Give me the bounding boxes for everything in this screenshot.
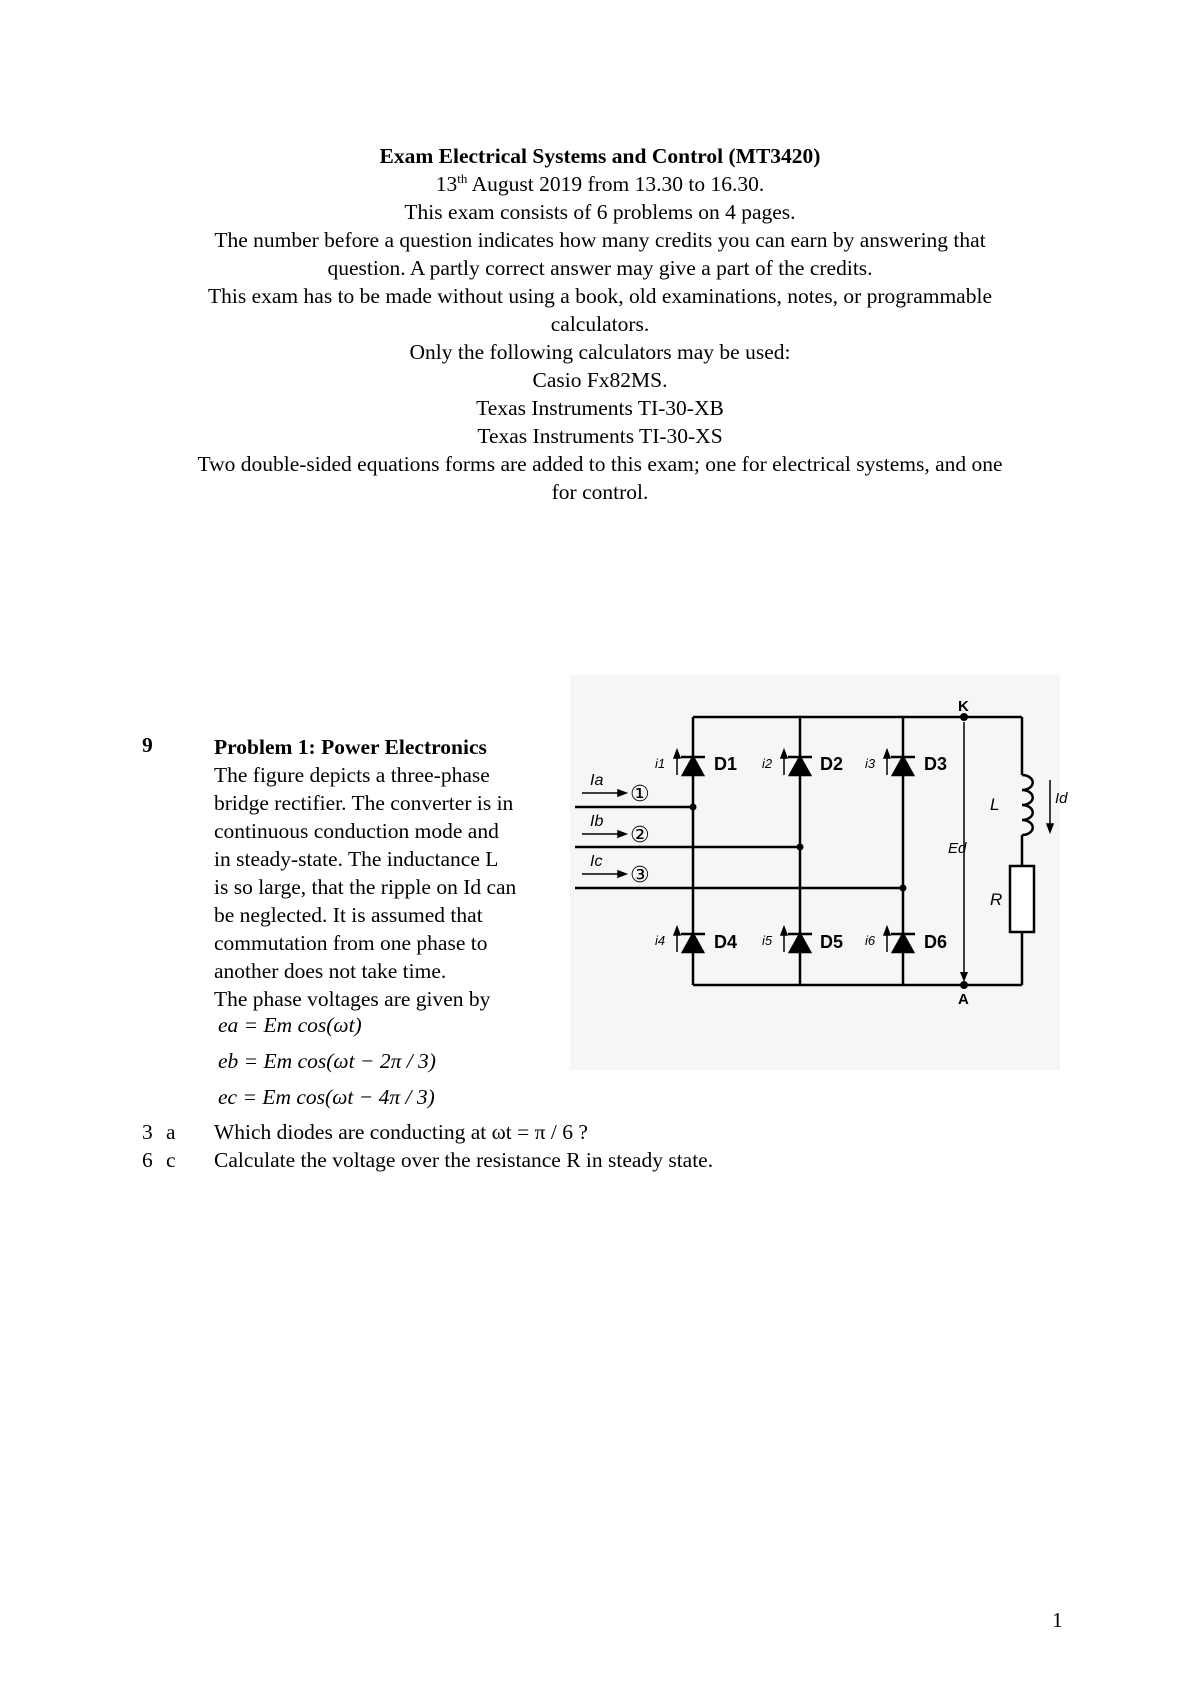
page-number: 1	[1052, 1608, 1063, 1632]
problem-line: The figure depicts a three-phase	[214, 763, 490, 787]
phase-node-label: ③	[630, 862, 650, 887]
resistor-symbol	[1010, 866, 1034, 932]
current-label: i1	[655, 756, 666, 771]
phase-current-labels	[590, 772, 603, 870]
current-label: i2	[762, 756, 773, 771]
exam-credits-line-1: The number before a question indicates how many credits you can earn by answering that	[214, 228, 986, 252]
problem-credits: 9	[142, 733, 153, 757]
three-phase-bridge-rectifier-diagram	[570, 675, 1068, 1070]
exam-calc-intro: Only the following calculators may be used:	[409, 340, 791, 364]
current-label: i4	[655, 933, 666, 948]
exam-rules-line-1: This exam has to be made without using a book, old examinations, notes, or programmable	[208, 284, 992, 308]
exam-forms-line-2: for control.	[551, 480, 649, 504]
exam-forms-line-1: Two double-sided equations forms are added to this exam; one for electrical systems, and one	[197, 452, 1003, 476]
calculator-item: Texas Instruments TI-30-XS	[477, 424, 723, 448]
problem-line: in steady-state. The inductance L	[214, 847, 499, 871]
exam-problems-line: This exam consists of 6 problems on 4 pages.	[404, 200, 796, 224]
problem-line: bridge rectifier. The converter is in	[214, 791, 514, 815]
diode-label: D4	[714, 932, 738, 952]
problem-1	[214, 733, 569, 1013]
question-c-credits: 6	[142, 1148, 153, 1172]
dc-current-label: Id	[1055, 790, 1068, 807]
question-a-text: Which diodes are conducting at ωt = π / 6 ?	[214, 1120, 588, 1144]
equation-ea: ea = Em cos(ωt)	[218, 1013, 362, 1037]
phase-current-label: Ia	[590, 772, 604, 789]
phase-node-labels	[630, 781, 650, 887]
node-k-label: K	[958, 698, 969, 715]
problem-title: Problem 1: Power Electronics	[214, 735, 487, 759]
dc-voltage-label: Ed	[948, 840, 967, 857]
current-label: i3	[865, 756, 876, 771]
exam-header	[120, 142, 1080, 506]
calculator-item: Casio Fx82MS.	[532, 368, 668, 392]
phase-current-label: Ic	[590, 853, 603, 870]
question-c-text: Calculate the voltage over the resistance R in steady state.	[214, 1148, 714, 1172]
resistor-label: R	[990, 890, 1003, 909]
diode-label: D6	[924, 932, 948, 952]
equation-ec: ec = Em cos(ωt − 4π / 3)	[218, 1085, 435, 1109]
calculator-item: Texas Instruments TI-30-XB	[476, 396, 724, 420]
question-a-credits: 3	[142, 1120, 153, 1144]
diode-label: D3	[924, 754, 948, 774]
current-label: i6	[865, 933, 876, 948]
diode-label: D1	[714, 754, 738, 774]
question-a-letter: a	[166, 1120, 176, 1144]
phase-node-label: ②	[630, 822, 650, 847]
problem-line: be neglected. It is assumed that	[214, 903, 483, 927]
current-label: i5	[762, 933, 773, 948]
inductor-label: L	[990, 795, 1000, 814]
exam-date: 13th August 2019 from 13.30 to 16.30.	[435, 170, 765, 196]
diode-label: D2	[820, 754, 844, 774]
exam-rules-line-2: calculators.	[550, 312, 650, 336]
question-c-letter: c	[166, 1148, 176, 1172]
exam-title: Exam Electrical Systems and Control (MT3420)	[379, 144, 821, 168]
node-a-label: A	[958, 991, 969, 1008]
phase-current-label: Ib	[590, 813, 604, 830]
problem-line: is so large, that the ripple on Id can	[214, 875, 517, 899]
problem-line: The phase voltages are given by	[214, 987, 491, 1011]
phase-node-label: ①	[630, 781, 650, 806]
problem-line: commutation from one phase to	[214, 931, 488, 955]
exam-credits-line-2: question. A partly correct answer may give a part of the credits.	[327, 256, 873, 280]
diode-label: D5	[820, 932, 844, 952]
problem-line: another does not take time.	[214, 959, 447, 983]
problem-line: continuous conduction mode and	[214, 819, 499, 843]
equation-eb: eb = Em cos(ωt − 2π / 3)	[218, 1049, 436, 1073]
